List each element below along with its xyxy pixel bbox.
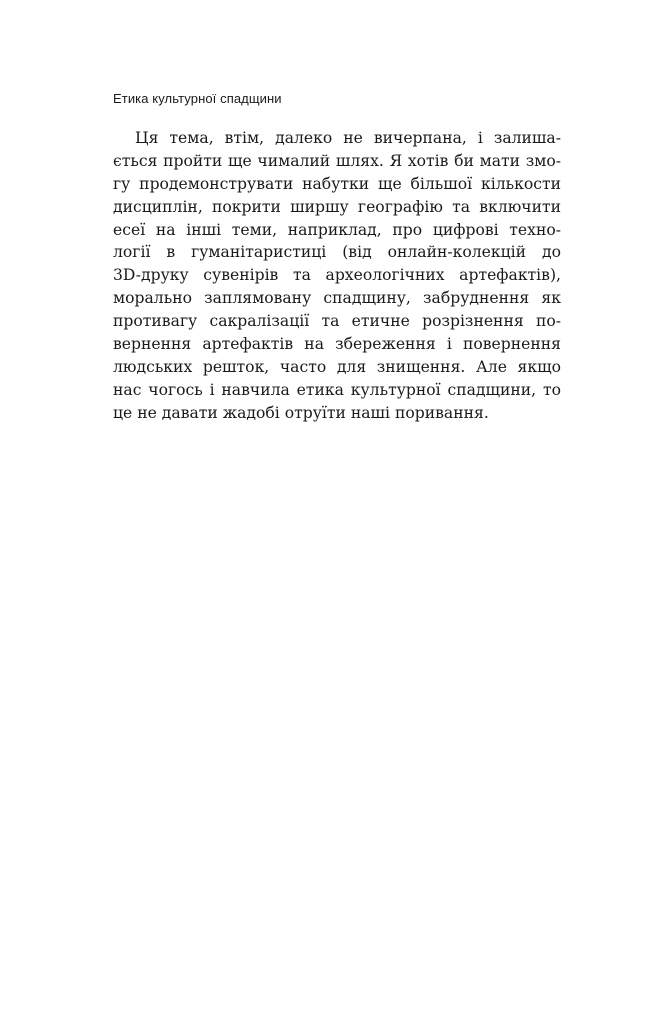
paragraph-line: Ця тема, втім, далеко не вичерпана, і залиша- bbox=[135, 129, 561, 147]
paragraph-line: морально заплямовану спадщину, забруднення як bbox=[113, 289, 561, 308]
paragraph-line: нас чогось і навчила етика культурної спадщини, то bbox=[113, 380, 561, 399]
paragraph-line: дисциплін, покрити ширшу географію та включити bbox=[113, 197, 561, 216]
paragraph-line: ється пройти ще чималий шлях. Я хотів би мати змо- bbox=[113, 151, 561, 170]
paragraph-line: 3D-друку сувенірів та археологічних артефактів), bbox=[113, 266, 561, 285]
paragraph-line: вернення артефактів на збереження і повернення bbox=[113, 335, 561, 354]
paragraph-line: гу продемонструвати набутки ще більшої кількости bbox=[113, 174, 561, 193]
body-paragraph bbox=[113, 127, 561, 425]
paragraph-line: це не давати жадобі отруїти наші поривання. bbox=[113, 403, 489, 422]
paragraph-line: есеї на інші теми, наприклад, про цифрові техно- bbox=[113, 220, 561, 239]
paragraph-line: людських решток, часто для знищення. Але якщо bbox=[113, 357, 561, 376]
paragraph-line: противагу сакралізації та етичне розрізнення по- bbox=[113, 312, 561, 331]
running-header: Етика культурної спадщини bbox=[113, 91, 282, 106]
paragraph-line: логії в гуманітаристиці (від онлайн-колекцій до bbox=[113, 243, 561, 262]
